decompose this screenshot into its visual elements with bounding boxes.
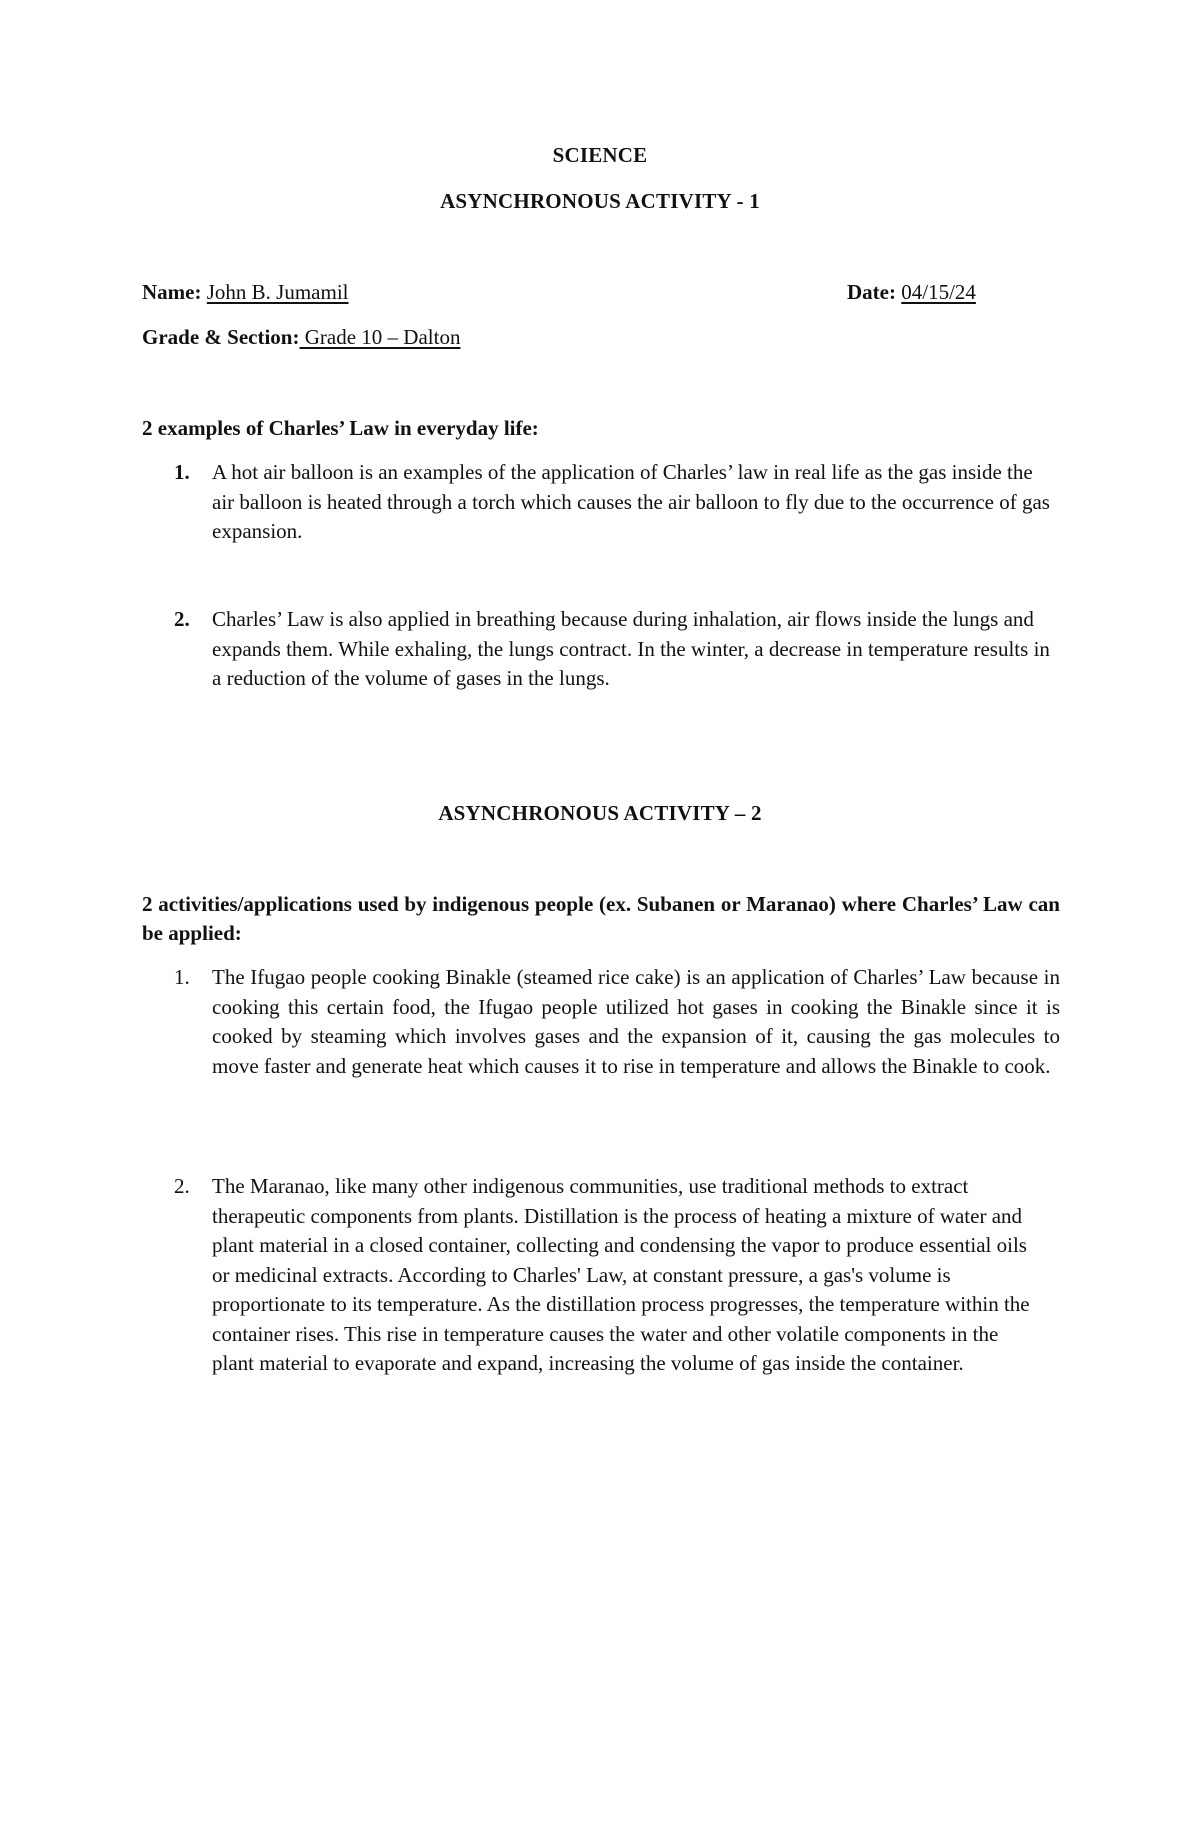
list-item	[142, 605, 1060, 694]
date-label: Date:	[847, 280, 896, 304]
list-item-number: 1.	[174, 965, 190, 989]
list-item-number: 1.	[174, 460, 190, 484]
activity-2-title: ASYNCHRONOUS ACTIVITY – 2	[438, 801, 762, 825]
grade-section-label: Grade & Section:	[142, 325, 300, 349]
grade-section-value: Grade 10 – Dalton	[299, 325, 461, 349]
name-value: John B. Jumamil	[206, 280, 349, 304]
list-item-text: A hot air balloon is an examples of the application of Charles’ law in real life as the gas inside the air balloon is heated through a torch which causes the air balloon to fly due to the occurrence of gas expansion.	[212, 460, 1050, 543]
activity-1-title: ASYNCHRONOUS ACTIVITY - 1	[440, 189, 760, 213]
list-item	[142, 458, 1060, 547]
grade-section-field	[142, 325, 460, 350]
date-field	[847, 280, 976, 305]
list-item-number: 2.	[174, 607, 190, 631]
list-item-text: The Ifugao people cooking Binakle (steamed rice cake) is an application of Charles’ Law because in cooking this certain food, the Ifugao people utilized hot gases in cooking the Binakle since it is cooked by steaming which involves gases and the expansion of it, causing the gas molecules to move faster and generate heat which causes it to rise in temperature and allows the Binakle to cook.	[212, 965, 1060, 1078]
activity-1-heading: 2 examples of Charles’ Law in everyday life:	[142, 416, 539, 440]
date-value: 04/15/24	[901, 280, 976, 304]
list-item-text: Charles’ Law is also applied in breathing because during inhalation, air flows inside the lungs and expands them. While exhaling, the lungs contract. In the winter, a decrease in temperature results in a reduction of the volume of gases in the lungs.	[212, 607, 1050, 690]
list-item-number: 2.	[174, 1174, 190, 1198]
list-item	[142, 1172, 1060, 1379]
name-field	[142, 280, 349, 305]
list-item	[142, 963, 1060, 1081]
list-item-text: The Maranao, like many other indigenous communities, use traditional methods to extract therapeutic components from plants. Distillation is the process of heating a mixture of water and plant material in a closed container, collecting and condensing the vapor to produce essential oils or medicinal extracts. According to Charles' Law, at constant pressure, a gas's volume is proportionate to its temperature. As the distillation process progresses, the temperature within the container rises. This rise in temperature causes the water and other volatile components in the plant material to evaporate and expand, increasing the volume of gas inside the container.	[212, 1174, 1030, 1375]
subject-title: SCIENCE	[552, 143, 648, 167]
activity-2-heading: 2 activities/applications used by indigenous people (ex. Subanen or Maranao) where Charles’ Law can be applied:	[142, 892, 1060, 945]
name-label: Name:	[142, 280, 202, 304]
